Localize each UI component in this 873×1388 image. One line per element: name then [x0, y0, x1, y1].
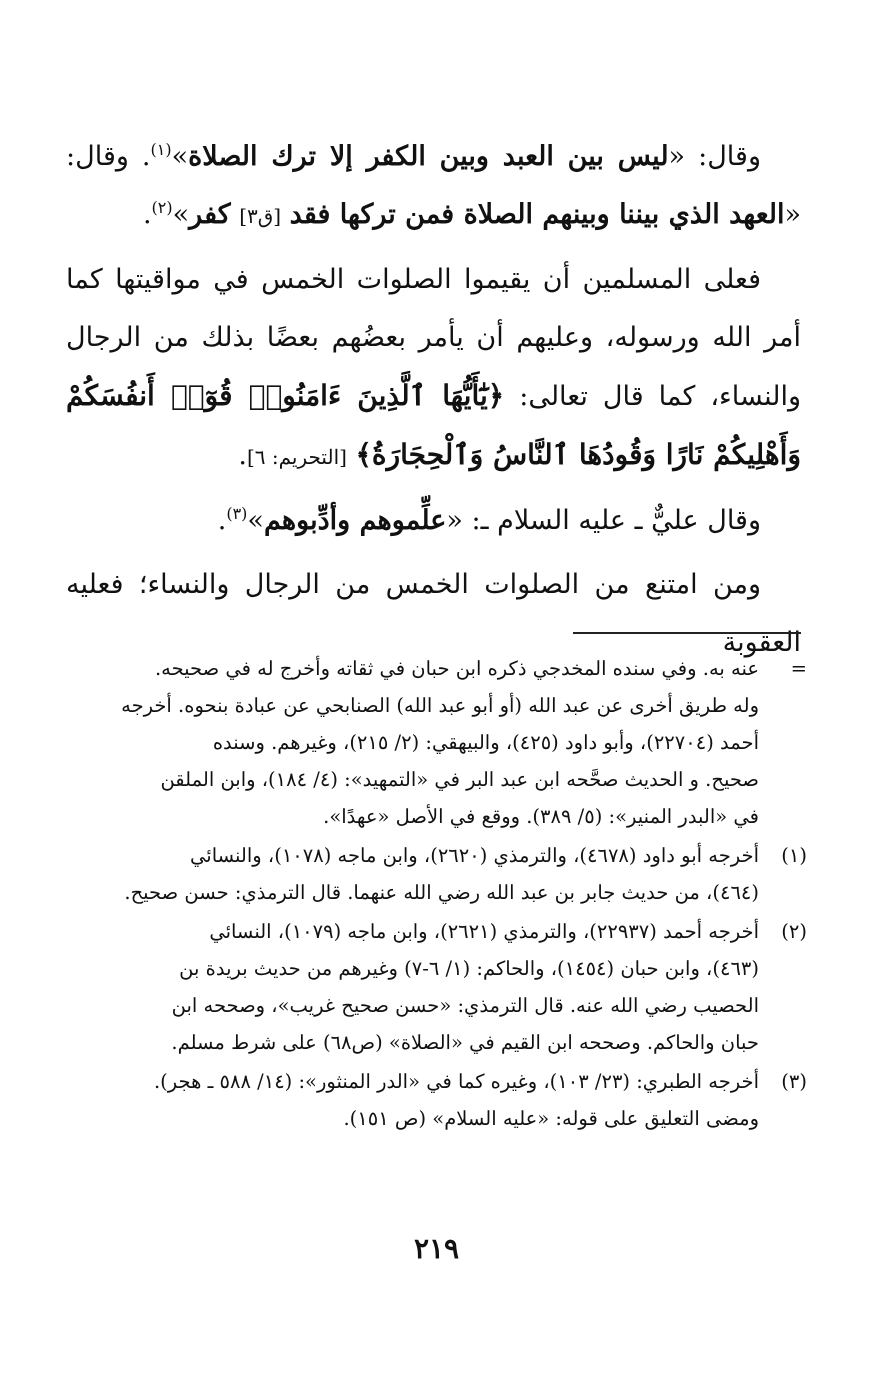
hadith-quote: العهد الذي بيننا وبينهم الصلاة فمن تركها فقد: [289, 199, 785, 230]
manuscript-marker: [ق٣]: [239, 204, 282, 228]
hadith-quote: ليس بين العبد وبين الكفر إلا ترك الصلاة: [188, 141, 669, 172]
footnote-text: [65, 650, 759, 835]
paragraph-1: [66, 128, 801, 245]
text: .: [238, 440, 247, 471]
footnote-number: (١): [781, 844, 807, 867]
footnotes: [65, 650, 807, 1139]
footnote-line: أحمد (٢٢٧٠٤)، وأبو داود (٤٢٥)، والبيهقي: (٢/ ٢١٥)، وغيرهم. وسنده: [212, 731, 759, 754]
text: وقال: «: [668, 141, 761, 172]
footnote-ref: (٣): [226, 504, 248, 523]
text: «: [784, 199, 801, 230]
text: .: [142, 199, 152, 230]
footnote-line: الحصيب رضي الله عنه. قال الترمذي: «حسن صحيح غريب»، وصححه ابن: [171, 994, 759, 1017]
quote: علِّموهم وأدِّبوهم: [263, 505, 447, 536]
footnote-text: [65, 913, 759, 1061]
footnote-line: ومضى التعليق على قوله: «عليه السلام» (ص ١٥١).: [343, 1107, 759, 1130]
page-number: ٢١٩: [413, 1232, 460, 1265]
text: »: [172, 199, 190, 230]
footnote-ref: (١): [150, 140, 172, 159]
footnote-line: صحيح. و الحديث صحَّحه ابن عبد البر في «التمهيد»: (٤/ ١٨٤)، وابن الملقن: [160, 768, 759, 791]
main-text: [66, 128, 801, 678]
footnote-2: [65, 913, 807, 1061]
footnote-number: (٣): [781, 1070, 807, 1093]
footnote-ref: (٢): [151, 198, 173, 217]
verse-reference: [التحريم: ٦]: [246, 445, 347, 469]
footnote-text: [65, 837, 759, 911]
footnote-continuation: [65, 650, 807, 835]
footnote-line: عنه به. وفي سنده المخدجي ذكره ابن حبان في ثقاته وأخرج له في صحيحه.: [154, 657, 759, 680]
footnote-line: أخرجه أحمد (٢٢٩٣٧)، والترمذي (٢٦٢١)، وابن ماجه (١٠٧٩)، النسائي: [209, 920, 759, 943]
footnote-line: في «البدر المنير»: (٥/ ٣٨٩). ووقع في الأصل «عهدًا».: [323, 805, 759, 828]
footnote-3: [65, 1063, 807, 1137]
text: وقال عليٌّ ـ عليه السلام ـ: «: [446, 505, 761, 536]
paragraph-4: ومن امتنع من الصلوات الخمس من الرجال والنساء؛ فعليه العقوبة: [66, 569, 801, 658]
continuation-marker: =: [790, 657, 807, 680]
footnote-number: (٢): [781, 920, 807, 943]
footnote-text: [65, 1063, 759, 1137]
text: فعلى المسلمين أن يقيموا الصلوات الخمس في مواقيتها كما أمر الله ورسوله، وعليهم أن يأمر بعضُهم بعضًا بذلك من الرجال والنساء، كما قال تعالى:: [66, 264, 801, 412]
footnote-line: أخرجه الطبري: (٢٣/ ١٠٣)، وغيره كما في «الدر المنثور»: (١٤/ ٥٨٨ ـ هجر).: [153, 1070, 759, 1093]
text: .: [217, 505, 227, 536]
paragraph-3: [66, 492, 801, 550]
footnote-line: (٤٦٣)، وابن حبان (١٤٥٤)، والحاكم: (١/ ٦-٧) وغيرهم من حديث بريدة بن: [179, 957, 759, 980]
quran-verse: ﴿يَٰٓأَيُّهَا ٱلَّذِينَ ءَامَنُوا۟ قُوٓا۟ أَنفُسَكُمْ وَأَهْلِيكُمْ نَارًا وَقُودُهَا ٱلنَّاسُ وَٱلْحِجَارَةُ﴾: [66, 379, 801, 471]
hadith-quote: كفر: [189, 199, 231, 230]
footnote-line: حبان والحاكم. وصححه ابن القيم في «الصلاة» (ص٦٨) على شرط مسلم.: [171, 1031, 759, 1054]
text: »: [247, 505, 264, 536]
footnote-line: أخرجه أبو داود (٤٦٧٨)، والترمذي (٢٦٢٠)، وابن ماجه (١٠٧٨)، والنسائي: [190, 844, 759, 867]
text: »: [171, 141, 189, 172]
footnote-line: وله طريق أخرى عن عبد الله (أو أبو عبد الله) الصنابحي عن عبادة بنحوه. أخرجه: [121, 694, 759, 717]
footnote-separator: [573, 632, 801, 634]
paragraph-2: [66, 251, 801, 486]
text: . وقال:: [66, 141, 151, 172]
footnote-line: (٤٦٤)، من حديث جابر بن عبد الله رضي الله عنهما. قال الترمذي: حسن صحيح.: [124, 881, 759, 904]
footnote-1: [65, 837, 807, 911]
